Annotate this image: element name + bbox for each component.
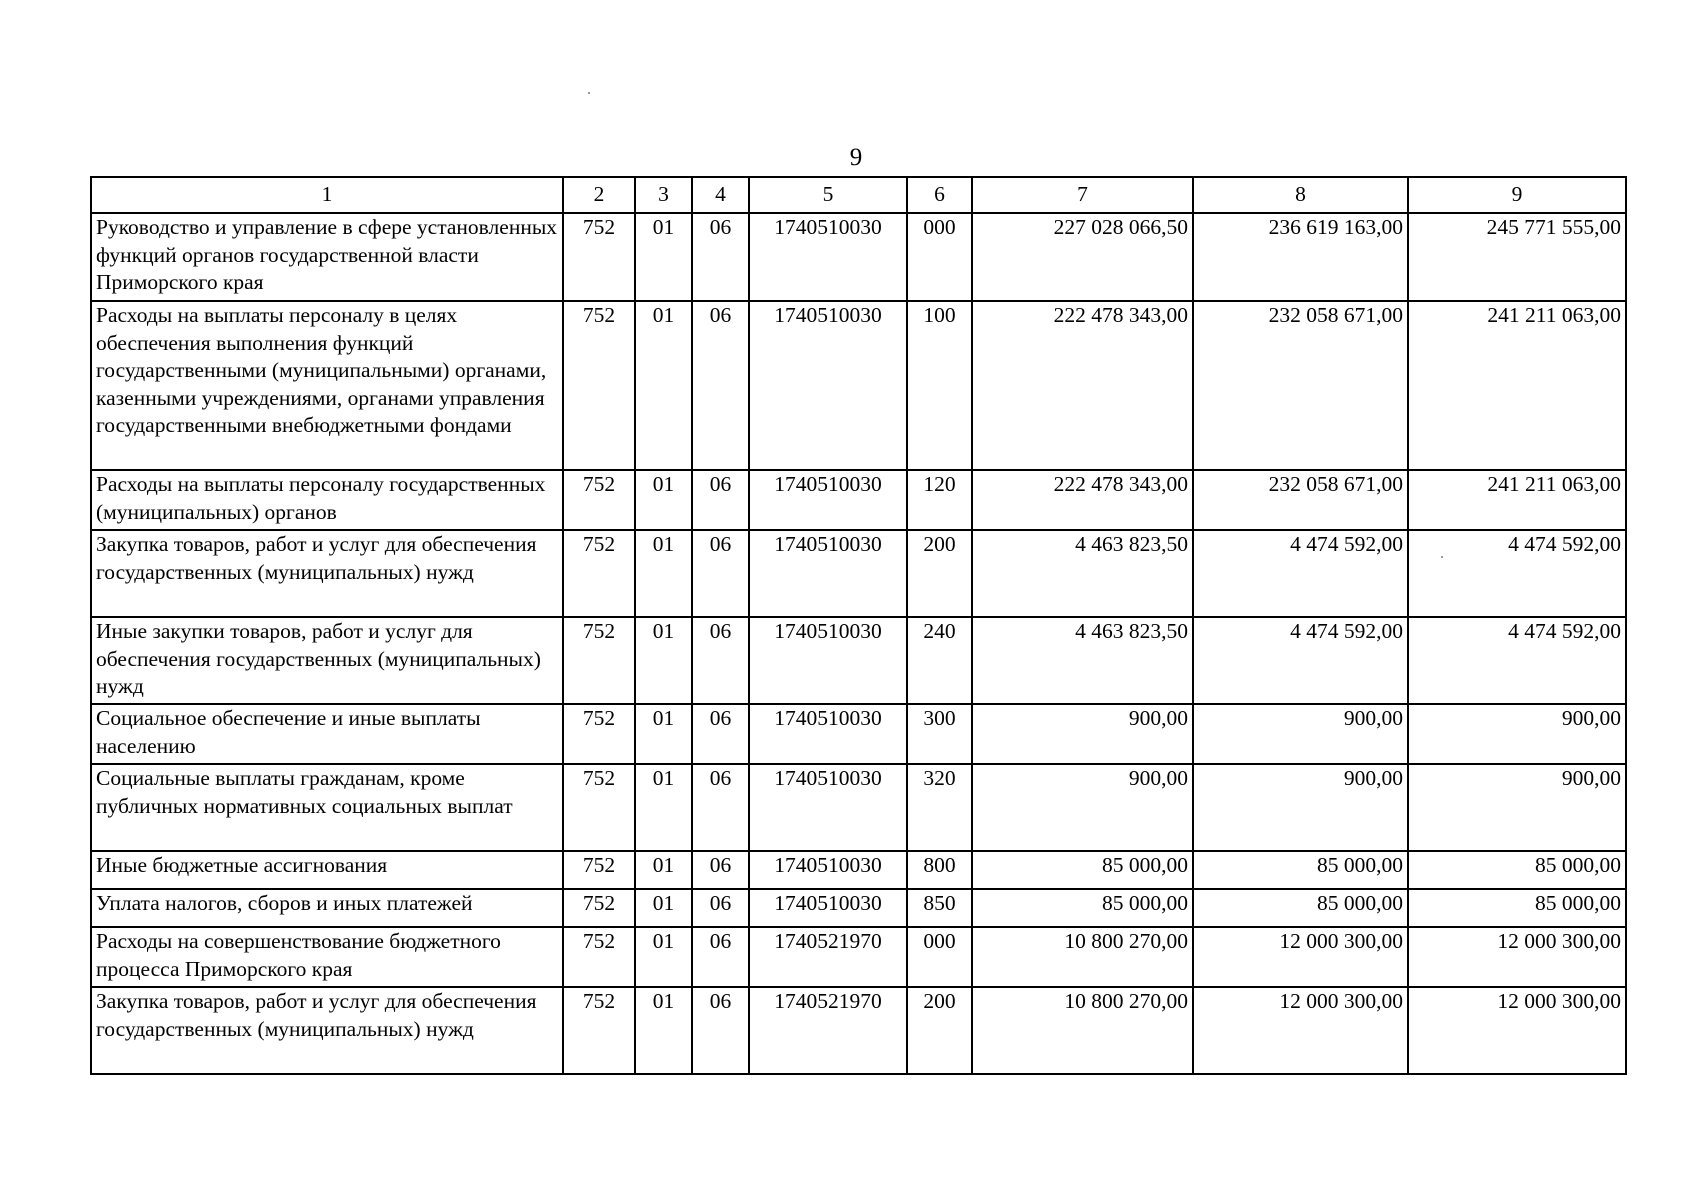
row-name: Расходы на выплаты персоналу в целях обеспечения выполнения функций государственными (муниципальными) органами, казенными учреждениями, органами управления государственными внебюджетными фондами: [91, 301, 563, 470]
row-target-article: 1740510030: [749, 470, 907, 530]
row-ministry-code: 752: [563, 301, 635, 470]
row-name: Иные закупки товаров, работ и услуг для обеспечения государственных (муниципальных) нужд: [91, 617, 563, 704]
row-amount-col8: 85 000,00: [1193, 889, 1408, 927]
row-amount-col8: 236 619 163,00: [1193, 213, 1408, 301]
table-row: [91, 301, 1626, 470]
row-section-code: 01: [635, 889, 692, 927]
row-amount-col8: 85 000,00: [1193, 851, 1408, 889]
row-amount-col9: 85 000,00: [1408, 851, 1626, 889]
row-amount-col7: 900,00: [972, 704, 1193, 764]
row-expense-type: 000: [907, 213, 972, 301]
row-target-article: 1740510030: [749, 530, 907, 617]
row-expense-type: 850: [907, 889, 972, 927]
row-subsection-code: 06: [692, 704, 749, 764]
table-row: [91, 987, 1626, 1074]
row-amount-col8: 12 000 300,00: [1193, 987, 1408, 1074]
row-section-code: 01: [635, 530, 692, 617]
row-amount-col9: 900,00: [1408, 764, 1626, 851]
table-row: [91, 927, 1626, 987]
row-amount-col9: 900,00: [1408, 704, 1626, 764]
row-subsection-code: 06: [692, 987, 749, 1074]
row-expense-type: 200: [907, 987, 972, 1074]
row-expense-type: 320: [907, 764, 972, 851]
row-amount-col9: 12 000 300,00: [1408, 927, 1626, 987]
table-row: [91, 617, 1626, 704]
row-target-article: 1740510030: [749, 301, 907, 470]
row-amount-col7: 222 478 343,00: [972, 470, 1193, 530]
page-number: 9: [849, 144, 863, 171]
row-expense-type: 120: [907, 470, 972, 530]
row-target-article: 1740510030: [749, 617, 907, 704]
budget-table: [90, 176, 1627, 1075]
column-header-6: 6: [907, 177, 972, 213]
row-subsection-code: 06: [692, 470, 749, 530]
row-section-code: 01: [635, 987, 692, 1074]
row-target-article: 1740510030: [749, 764, 907, 851]
row-section-code: 01: [635, 851, 692, 889]
row-ministry-code: 752: [563, 889, 635, 927]
table-row: [91, 530, 1626, 617]
row-ministry-code: 752: [563, 617, 635, 704]
row-subsection-code: 06: [692, 301, 749, 470]
row-ministry-code: 752: [563, 704, 635, 764]
row-name: Социальное обеспечение и иные выплаты населению: [91, 704, 563, 764]
row-amount-col9: 12 000 300,00: [1408, 987, 1626, 1074]
row-name: Расходы на выплаты персоналу государственных (муниципальных) органов: [91, 470, 563, 530]
row-amount-col7: 4 463 823,50: [972, 530, 1193, 617]
row-section-code: 01: [635, 704, 692, 764]
column-header-8: 8: [1193, 177, 1408, 213]
column-header-3: 3: [635, 177, 692, 213]
row-amount-col8: 232 058 671,00: [1193, 301, 1408, 470]
column-header-5: 5: [749, 177, 907, 213]
row-amount-col8: 4 474 592,00: [1193, 530, 1408, 617]
table-row: [91, 889, 1626, 927]
row-ministry-code: 752: [563, 470, 635, 530]
row-expense-type: 300: [907, 704, 972, 764]
row-amount-col8: 232 058 671,00: [1193, 470, 1408, 530]
row-amount-col8: 900,00: [1193, 764, 1408, 851]
row-name: Социальные выплаты гражданам, кроме публичных нормативных социальных выплат: [91, 764, 563, 851]
column-header-2: 2: [563, 177, 635, 213]
row-name: Закупка товаров, работ и услуг для обеспечения государственных (муниципальных) нужд: [91, 987, 563, 1074]
row-amount-col9: 4 474 592,00: [1408, 617, 1626, 704]
row-target-article: 1740521970: [749, 927, 907, 987]
row-amount-col7: 10 800 270,00: [972, 927, 1193, 987]
row-amount-col7: 10 800 270,00: [972, 987, 1193, 1074]
row-subsection-code: 06: [692, 889, 749, 927]
row-subsection-code: 06: [692, 530, 749, 617]
row-target-article: 1740521970: [749, 987, 907, 1074]
row-amount-col9: 85 000,00: [1408, 889, 1626, 927]
row-name: Уплата налогов, сборов и иных платежей: [91, 889, 563, 927]
row-expense-type: 000: [907, 927, 972, 987]
row-section-code: 01: [635, 213, 692, 301]
row-section-code: 01: [635, 617, 692, 704]
row-expense-type: 240: [907, 617, 972, 704]
row-target-article: 1740510030: [749, 704, 907, 764]
row-ministry-code: 752: [563, 987, 635, 1074]
row-target-article: 1740510030: [749, 213, 907, 301]
row-target-article: 1740510030: [749, 889, 907, 927]
row-amount-col9: 245 771 555,00: [1408, 213, 1626, 301]
row-amount-col7: 85 000,00: [972, 889, 1193, 927]
row-subsection-code: 06: [692, 851, 749, 889]
column-header-1: 1: [91, 177, 563, 213]
row-ministry-code: 752: [563, 851, 635, 889]
row-subsection-code: 06: [692, 927, 749, 987]
row-subsection-code: 06: [692, 617, 749, 704]
row-amount-col7: 4 463 823,50: [972, 617, 1193, 704]
row-expense-type: 800: [907, 851, 972, 889]
row-amount-col9: 241 211 063,00: [1408, 470, 1626, 530]
row-ministry-code: 752: [563, 213, 635, 301]
row-name: Расходы на совершенствование бюджетного процесса Приморского края: [91, 927, 563, 987]
scan-speck: [1441, 556, 1443, 558]
row-amount-col8: 12 000 300,00: [1193, 927, 1408, 987]
header-row: [91, 177, 1626, 213]
row-amount-col7: 85 000,00: [972, 851, 1193, 889]
table-row: [91, 704, 1626, 764]
row-expense-type: 200: [907, 530, 972, 617]
table-row: [91, 470, 1626, 530]
row-section-code: 01: [635, 927, 692, 987]
row-name: Иные бюджетные ассигнования: [91, 851, 563, 889]
row-amount-col8: 4 474 592,00: [1193, 617, 1408, 704]
table-row: [91, 851, 1626, 889]
row-amount-col8: 900,00: [1193, 704, 1408, 764]
table-row: [91, 213, 1626, 301]
row-target-article: 1740510030: [749, 851, 907, 889]
column-header-4: 4: [692, 177, 749, 213]
row-amount-col7: 227 028 066,50: [972, 213, 1193, 301]
row-subsection-code: 06: [692, 764, 749, 851]
row-section-code: 01: [635, 301, 692, 470]
scan-speck: [588, 92, 590, 94]
row-ministry-code: 752: [563, 927, 635, 987]
row-subsection-code: 06: [692, 213, 749, 301]
row-amount-col9: 241 211 063,00: [1408, 301, 1626, 470]
row-expense-type: 100: [907, 301, 972, 470]
column-header-7: 7: [972, 177, 1193, 213]
row-amount-col7: 222 478 343,00: [972, 301, 1193, 470]
row-ministry-code: 752: [563, 530, 635, 617]
row-section-code: 01: [635, 470, 692, 530]
row-name: Закупка товаров, работ и услуг для обеспечения государственных (муниципальных) нужд: [91, 530, 563, 617]
row-amount-col9: 4 474 592,00: [1408, 530, 1626, 617]
row-amount-col7: 900,00: [972, 764, 1193, 851]
column-header-9: 9: [1408, 177, 1626, 213]
table-row: [91, 764, 1626, 851]
row-section-code: 01: [635, 764, 692, 851]
row-name: Руководство и управление в сфере установленных функций органов государственной власти Приморского края: [91, 213, 563, 301]
row-ministry-code: 752: [563, 764, 635, 851]
